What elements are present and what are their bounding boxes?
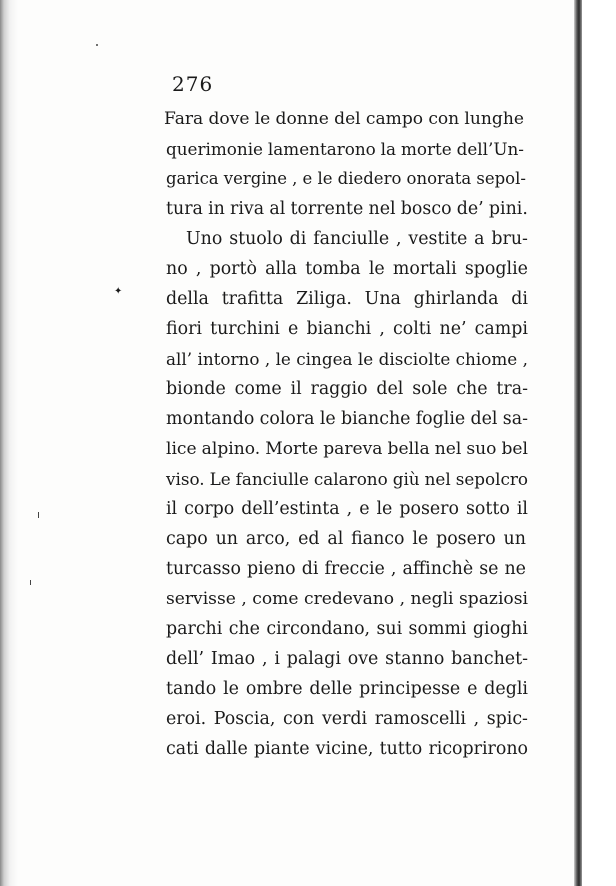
word: sotto [465,499,510,519]
word: sa- [502,409,528,429]
word: fiori [166,319,202,339]
word: bionde [166,379,226,399]
paper-speck [38,512,39,518]
word: lice [166,439,197,459]
word: del [334,109,361,129]
word: spoglie [464,259,528,279]
word: riva [230,199,265,219]
word: campo [365,109,424,129]
word: piante [253,739,310,759]
word: donne [275,109,329,129]
word: servisse [166,589,236,609]
word: tra- [496,379,528,399]
word: Fara [164,109,204,129]
word: calarono [313,469,388,489]
word: eroi. [166,709,207,729]
word: tura [166,199,203,219]
word: giù [392,469,420,489]
word: stuolo [229,229,283,249]
word: le [412,529,429,549]
word: morte [400,139,452,159]
word: intorno [197,349,260,369]
text-line [166,254,528,284]
word: disciolte [378,349,451,369]
word: all’ [166,349,193,369]
word: ghirlanda [413,289,499,309]
text-line [166,674,528,704]
word: dell’ [166,649,205,669]
word: spic- [486,709,528,729]
word: arco, [245,529,291,549]
word: bru- [491,229,528,249]
word: lunghe [464,109,524,129]
page-shadow-right [574,0,582,886]
word: , [396,229,402,249]
word: il [516,499,528,519]
text-line [166,734,528,764]
word: del [470,409,498,429]
word: capo [166,529,208,549]
page-edge-right [576,0,616,886]
word: tando [166,679,217,699]
word: principesse [359,679,461,699]
text-line [166,284,528,314]
word: no [166,259,188,279]
word: al [327,529,344,549]
word: di [289,229,307,249]
text-line [164,104,524,134]
word: ramoscelli [374,709,466,729]
word: bianche [340,409,411,429]
word: nel [424,469,451,489]
text-line [166,194,528,224]
word: al [269,199,286,219]
word: gioghi [472,619,528,639]
word: e [302,169,313,188]
word: , [292,169,298,188]
word: onorata [406,169,472,188]
word: un [503,529,526,549]
text-line [166,134,524,164]
text-line [166,524,526,554]
word: turcasso [166,559,241,579]
word: cingea [296,349,353,369]
word: , [399,589,406,609]
word: le [275,349,291,369]
text-line [166,554,526,584]
word: Morte [265,439,319,459]
word: le [319,409,336,429]
word: di [301,559,319,579]
word: montando [166,409,255,429]
word: degli [484,679,528,699]
word: trafitta [221,289,284,309]
text-line [166,314,528,344]
word: come [234,379,282,399]
word: negli [410,589,454,609]
word: le [254,109,271,129]
word: Una [364,289,401,309]
word: diedero [337,169,402,188]
word: raggio [310,379,368,399]
word: credevano [304,589,395,609]
word: che [456,379,488,399]
word: che [228,619,260,639]
word: ne’ [439,319,467,339]
word: se [479,559,499,579]
word: con [428,109,460,129]
word: , [346,499,353,519]
page-gutter-left [0,0,18,886]
word: a [474,229,485,249]
word: le [376,499,393,519]
margin-mark: ✦ [114,286,123,297]
word: pieno [246,559,296,579]
paper-speck [30,580,31,585]
word: viso. [166,469,205,489]
word: Poscia, [213,709,276,729]
word: colora [259,409,315,429]
word: chiome [455,349,518,369]
text-line [186,224,528,254]
word: posero [436,529,496,549]
text-line [166,464,528,494]
word: le [223,679,239,699]
page-number: 276 [172,72,214,96]
word: i [274,649,280,669]
word: ne [504,559,526,579]
word: della [166,289,209,309]
word: le [368,259,385,279]
word: freccie [324,559,385,579]
word: nel [434,439,462,459]
word: , [264,349,271,369]
word: garica [166,169,219,188]
word: le [357,349,374,369]
word: vicine, [315,739,374,759]
word: cati [166,739,199,759]
word: banchet- [451,649,528,669]
paper-speck [96,44,98,46]
word: sole [412,379,448,399]
word: Imao [210,649,256,669]
word: posero [399,499,459,519]
word: ombre [245,679,303,699]
word: le [317,169,333,188]
word: fanciulle [313,229,390,249]
word: suo [466,439,497,459]
word: sommi [408,619,467,639]
word: nel [368,199,396,219]
word: dell’Un- [456,139,524,159]
word: parchi [166,619,223,639]
text-line [166,584,528,614]
word: del [376,379,404,399]
word: dalle [204,739,248,759]
word: tutto [379,739,423,759]
word: torrente [290,199,364,219]
word: mortali [392,259,457,279]
word: delle [309,679,353,699]
word: , [379,319,385,339]
word: e [288,319,299,339]
word: bella [387,439,430,459]
text-line [166,494,528,524]
word: vergine [223,169,288,188]
word: , [473,709,480,729]
word: di [511,289,528,309]
word: stanno [385,649,445,669]
word: dove [208,109,250,129]
word: pini. [488,199,528,219]
word: un [215,529,238,549]
word: il [290,379,302,399]
text-line [166,344,528,374]
word: palagi [286,649,341,669]
text-line [166,614,528,644]
word: fanciulle [235,469,309,489]
word: , [261,649,268,669]
word: vestite [408,229,468,249]
word: colti [393,319,432,339]
word: , [390,559,397,579]
word: lamentarono [267,139,376,159]
text-line [166,374,528,404]
word: in [208,199,225,219]
word: alla [265,259,298,279]
word: fianco [351,529,405,549]
word: e [359,499,370,519]
word: turchini [210,319,280,339]
word: alpino. [201,439,261,459]
word: e [467,679,478,699]
word: foglie [415,409,466,429]
word: spaziosi [459,589,528,609]
word: dell’estinta [241,499,340,519]
word: bosco [400,199,452,219]
word: verdi [321,709,368,729]
word: campi [474,319,528,339]
word: Ziliga. [296,289,352,309]
word: Le [209,469,231,489]
word: , [241,589,247,609]
word: sepolcro [455,469,528,489]
word: de’ [456,199,484,219]
word: affinchè [402,559,474,579]
word: ove [347,649,379,669]
text-line [166,434,528,464]
word: ed [298,529,320,549]
text-line [166,404,528,434]
word: portò [209,259,257,279]
word: ricoprirono [428,739,528,759]
word: querimonie [166,139,263,159]
word: tomba [305,259,361,279]
text-line [166,644,528,674]
word: Uno [186,229,223,249]
word: , [195,259,202,279]
text-line [166,704,528,734]
word: , [522,349,528,369]
word: bel [501,439,528,459]
word: sepol- [476,169,526,188]
word: come [252,589,299,609]
word: sui [376,619,403,639]
text-line [166,164,526,194]
word: corpo [184,499,235,519]
word: circondano, [266,619,371,639]
word: bianchi [306,319,372,339]
word: pareva [323,439,383,459]
word: la [380,139,397,159]
word: con [282,709,315,729]
word: il [166,499,178,519]
